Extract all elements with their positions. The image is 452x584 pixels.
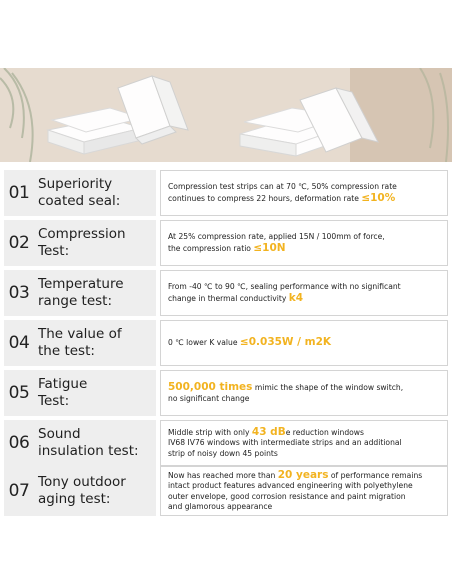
spec-description-cell <box>160 270 448 316</box>
spec-description-cell <box>160 170 448 216</box>
row-number: 04 <box>8 333 30 353</box>
test-description: From -40 ℃ to 90 ℃, sealing performance with no significant change in thermal conductivity k4 <box>168 282 401 304</box>
spec-description-cell <box>160 466 448 516</box>
test-name: Fatigue Test: <box>38 376 88 409</box>
spec-description-cell <box>160 370 448 416</box>
spec-label-cell <box>4 466 156 516</box>
test-name: Compression Test: <box>38 226 126 259</box>
row-number: 06 <box>8 433 30 453</box>
seal-strips-image <box>0 68 452 162</box>
spec-label-cell <box>4 170 156 216</box>
spec-label-cell <box>4 270 156 316</box>
row-number: 03 <box>8 283 30 303</box>
highlight-value: ≤10N <box>253 241 286 254</box>
test-description: 0 ℃ lower K value ≤0.035W / m2K <box>168 336 332 349</box>
test-name: Tony outdoor aging test: <box>38 474 126 507</box>
row-number: 07 <box>8 481 30 501</box>
row-number: 01 <box>8 183 30 203</box>
test-description: Now has reached more than 20 years of performance remains intact product features advanced engineering with polyethylene outer envelope, good corrosion resistance and paint migration and glamorous appearance <box>168 468 423 511</box>
test-description: Compression test strips can at 70 ℃, 50% compression rate continues to compress 22 hours, deformation rate ≤10% <box>168 182 397 204</box>
row-number: 05 <box>8 383 30 403</box>
test-description: 500,000 times mimic the shape of the window switch, no significant change <box>168 381 404 403</box>
spec-row-07 <box>4 466 448 516</box>
test-name: Sound insulation test: <box>38 426 139 459</box>
spec-label-cell <box>4 220 156 266</box>
spec-label-cell <box>4 320 156 366</box>
spec-row-04 <box>4 320 448 366</box>
highlight-value: 500,000 times <box>168 381 253 393</box>
highlight-value: ≤0.035W / m2K <box>239 336 332 349</box>
spec-description-cell <box>160 220 448 266</box>
highlight-value: ≤10% <box>361 191 396 204</box>
hero-product-photo <box>0 68 452 162</box>
row-number: 02 <box>8 233 30 253</box>
test-description: Middle strip with only 43 dBe reduction windows IV68 IV76 windows with intermediate strips and an additional strip of noisy down 45 points <box>168 425 402 458</box>
highlight-value: 20 years <box>277 468 329 481</box>
spec-row-03 <box>4 270 448 316</box>
spec-row-05 <box>4 370 448 416</box>
test-name: Superiority coated seal: <box>38 176 121 209</box>
highlight-value: 43 dB <box>251 425 286 438</box>
test-name: The value of the test: <box>38 326 122 359</box>
spec-description-cell <box>160 420 448 466</box>
spec-description-cell <box>160 320 448 366</box>
spec-label-cell <box>4 370 156 416</box>
spec-label-cell <box>4 420 156 466</box>
spec-row-01 <box>4 170 448 216</box>
highlight-value: k4 <box>288 291 304 304</box>
test-name: Temperature range test: <box>38 276 124 309</box>
spec-row-06 <box>4 420 448 466</box>
spec-row-02 <box>4 220 448 266</box>
test-description: At 25% compression rate, applied 15N / 100mm of force, the compression ratio ≤10N <box>168 232 385 254</box>
